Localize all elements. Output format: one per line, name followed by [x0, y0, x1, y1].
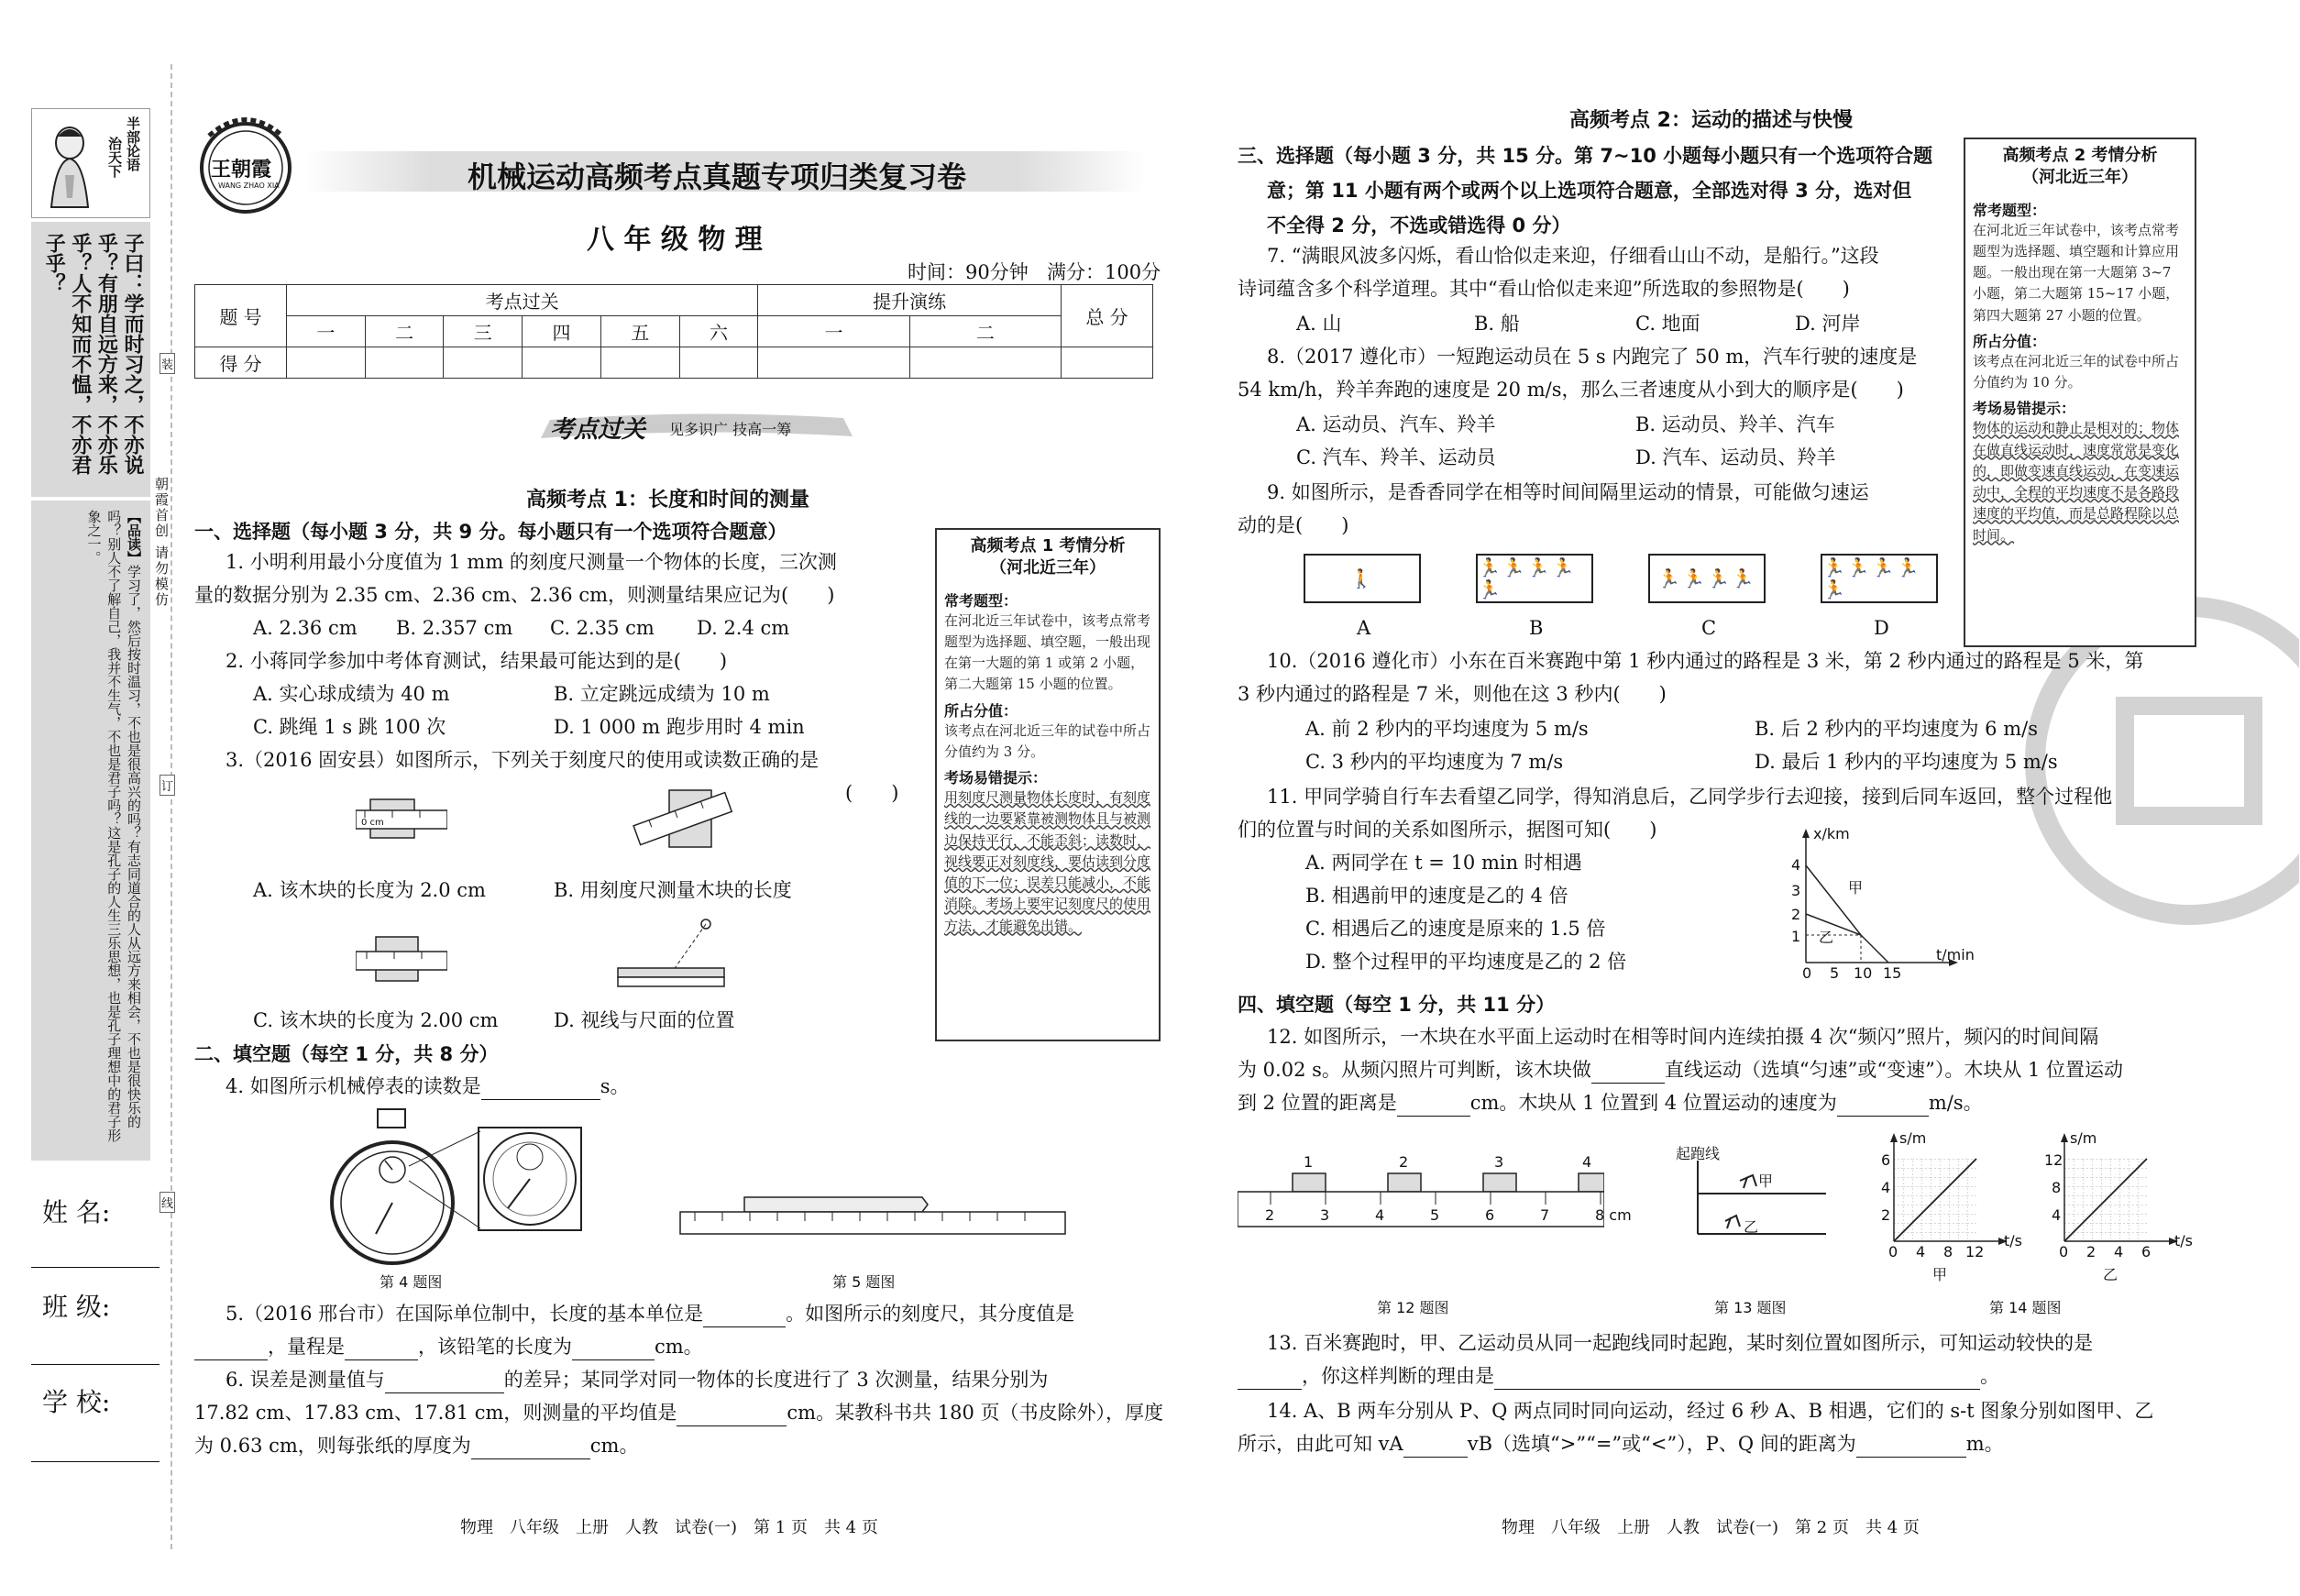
q11-opt-c[interactable]: C. 相遇后乙的速度是原来的 1.5 倍	[1305, 918, 1606, 940]
q5-text-b: 。如图所示的刻度尺，其分度值是	[786, 1303, 1075, 1325]
section-1-heading: 一、选择题（每小题 3 分，共 9 分。每小题只有一个选项符合题意）	[194, 521, 787, 543]
q11-xtick-0: 0	[1802, 964, 1812, 982]
th-tsyl: 提升演练	[758, 285, 1062, 316]
exam-full-score: 满分：100分	[1047, 261, 1161, 283]
q5-blank-2[interactable]	[194, 1340, 268, 1360]
q3a-ruler-label: 0 cm	[361, 818, 384, 828]
q4-text: 4. 如图所示机械停表的读数是	[226, 1075, 481, 1097]
fig4-caption: 第 4 题图	[380, 1273, 443, 1291]
box1-title: 高频考点 1 考情分析 （河北近三年）	[970, 536, 1126, 578]
box2-t1: 在河北近三年试卷中，该考点常考题型为选择题、填空题和计算应用题。一般出现在第一大题第 3~7 小题，第二大题第 15~17 小题，第四大题第 27 小题的位置。	[1973, 221, 2180, 324]
fig13-caption: 第 13 题图	[1714, 1299, 1787, 1316]
q5-text-d: ，该铅笔的长度为	[418, 1336, 572, 1358]
th-kdgg: 考点过关	[287, 285, 758, 316]
q14b-name: 乙	[2103, 1266, 2118, 1283]
q11-ytick-1: 1	[1791, 928, 1801, 945]
q3-opt-d[interactable]: D. 视线与尺面的位置	[554, 1009, 735, 1031]
topic-1-heading: 高频考点 1：长度和时间的测量	[526, 489, 809, 512]
fig14-caption: 第 14 题图	[1989, 1299, 2062, 1316]
q14b-xlabel: t/s	[2174, 1232, 2193, 1249]
q13-start-line: 起跑线	[1676, 1145, 1721, 1162]
box1-t1: 在河北近三年试卷中，该考点常考题型为选择题、填空题，一般出现在第一大题的第 1 或第 2 小题，第二大题第 15 小题的位置。	[944, 611, 1151, 693]
q7-opt-a[interactable]: A. 山	[1296, 313, 1342, 335]
th-col: 二	[365, 316, 444, 347]
q14a-xtick-8: 8	[1943, 1243, 1953, 1260]
pindu-block	[83, 510, 143, 1151]
q12-text-c: 直线运动（选填“匀速”或“变速”）。木块从 1 位置运动	[1664, 1059, 2124, 1081]
school-field[interactable]	[31, 1461, 160, 1462]
q12-text-e: cm。木块从 1 位置到 4 位置运动的速度为	[1469, 1092, 1837, 1114]
q11-ytick-4: 4	[1791, 856, 1801, 874]
q6-text-c: 17.82 cm、17.83 cm、17.81 cm，则测量的平均值是	[194, 1402, 677, 1424]
th-total: 总 分	[1062, 285, 1153, 347]
box1-t2: 该考点在河北近三年的试卷中所占分值约为 3 分。	[944, 721, 1151, 760]
score-table	[194, 284, 1153, 379]
q12-line3	[1238, 1089, 1983, 1117]
badge-line-2: 治天下	[106, 137, 123, 178]
box2-h2: 所占分值：	[1973, 332, 2047, 350]
q14a-name: 甲	[1932, 1266, 1948, 1283]
badge-line-1: 半部论语	[125, 116, 141, 171]
brand-logo-text: 王朝霞	[211, 158, 272, 182]
q9-line2: 动的是( )	[1238, 514, 1349, 536]
score-cell[interactable]	[523, 347, 601, 379]
q14a-xtick-12: 12	[1965, 1243, 1985, 1260]
q9-label-a: A	[1357, 617, 1371, 639]
margin-mark-1: 装	[160, 353, 175, 374]
q2-opt-a[interactable]: A. 实心球成绩为 40 m	[253, 683, 450, 705]
th-col: 三	[444, 316, 523, 347]
sidebar-quote: 子曰：学而时习之，不亦说乎？有朋自远方来，不亦乐乎？人不知而不愠，不亦君子乎？	[42, 233, 144, 475]
q14a-ylabel: s/m	[1899, 1129, 1927, 1147]
q14b-ytick-12: 12	[2044, 1151, 2063, 1169]
q7-line1: 7. “满眼风波多闪烁，看山恰似走来迎，仔细看山山不动，是船行。”这段	[1267, 245, 1879, 267]
q12-blank-3[interactable]	[1837, 1096, 1929, 1117]
score-cell[interactable]	[600, 347, 679, 379]
q5-line2	[194, 1333, 703, 1360]
class-label: 班 级:	[42, 1292, 111, 1322]
q12-line2	[1238, 1056, 2123, 1084]
q12-block-4: 4	[1582, 1153, 1592, 1171]
q12-mark-2: 2	[1265, 1206, 1275, 1224]
q5-blank-1[interactable]	[703, 1307, 786, 1327]
fig5-caption: 第 5 题图	[832, 1273, 896, 1291]
q12-mark-8cm: 8 cm	[1595, 1206, 1632, 1224]
q10-opt-c[interactable]: C. 3 秒内的平均速度为 7 m/s	[1305, 751, 1564, 773]
q5-text-c: ，量程是	[268, 1336, 345, 1358]
box2-t2: 该考点在河北近三年的试卷中所占分值约为 10 分。	[1973, 352, 2180, 391]
q9-figure-a[interactable]: 🚶	[1304, 554, 1421, 603]
q1-opt-c[interactable]: C. 2.35 cm	[550, 617, 655, 639]
q5-text-a: 5.（2016 邢台市）在国际单位制中，长度的基本单位是	[226, 1303, 704, 1325]
q13-blank-2[interactable]	[1494, 1370, 1980, 1390]
q13-figure	[1670, 1142, 1826, 1243]
q12-line1: 12. 如图所示，一木块在水平面上运动时在相等时间内连续拍摄 4 次“频闪”照片，频闪的时间间隔	[1267, 1026, 2099, 1048]
q12-ruler-figure	[1238, 1153, 1604, 1236]
q13-text-c: 。	[1980, 1365, 1999, 1387]
q10-opt-a[interactable]: A. 前 2 秒内的平均速度为 5 m/s	[1305, 718, 1589, 740]
q14a-xtick-4: 4	[1916, 1243, 1926, 1260]
q11-ylabel: x/km	[1813, 825, 1850, 842]
q13-runner-jia: 甲	[1758, 1172, 1774, 1190]
q12-text-b: 为 0.02 s。从频闪照片可判断，该木块做	[1238, 1059, 1591, 1081]
q8-opt-d[interactable]: D. 汽车、运动员、羚羊	[1635, 446, 1836, 468]
margin-mark-2: 订	[160, 775, 175, 796]
q9-figure-c[interactable]: 🏃🏃🏃🏃	[1648, 554, 1766, 603]
q6-text-b: 的差异；某同学对同一物体的长度进行了 3 次测量，结果分别为	[503, 1369, 1049, 1391]
q8-opt-a[interactable]: A. 运动员、汽车、羚羊	[1296, 413, 1496, 435]
section-banner	[532, 409, 862, 444]
q5-blank-3[interactable]	[345, 1340, 418, 1360]
footer-page-2: 物理 八年级 上册 人教 试卷(一) 第 2 页 共 4 页	[1502, 1518, 1920, 1537]
th-col: 六	[679, 316, 758, 347]
q14-text-c: vB（选填“>”“=”或“<”），P、Q 间的距离为	[1467, 1433, 1856, 1455]
ruler-pencil-figure	[677, 1194, 1071, 1238]
score-cell[interactable]	[287, 347, 366, 379]
q3-opt-b[interactable]: B. 用刻度尺测量木块的长度	[554, 879, 792, 901]
q9-label-b: B	[1529, 617, 1544, 639]
th-col: 五	[600, 316, 679, 347]
name-field[interactable]	[31, 1267, 160, 1268]
box1-h3: 考场易错提示：	[944, 769, 1048, 787]
q14-text-b: 所示，由此可知 vA	[1238, 1433, 1403, 1455]
q3-figure-a	[356, 796, 447, 843]
q8-opt-c[interactable]: C. 汽车、羚羊、运动员	[1296, 446, 1496, 468]
q14-graph-jia	[1866, 1129, 2022, 1283]
q9-label-c: C	[1701, 617, 1717, 639]
q3-stem: 3.（2016 固安县）如图所示，下列关于刻度尺的使用或读数正确的是	[226, 749, 820, 771]
q8-line1: 8.（2017 遵化市）一短跑运动员在 5 s 内跑完了 50 m，汽车行驶的速度是	[1267, 346, 1918, 368]
q14-blank-2[interactable]	[1856, 1437, 1966, 1458]
box2-t3: 物体的运动和静止是相对的；物体在做直线运动时，速度常常是变化的，即做变速直线运动，在变速运动中，全程的平均速度不是各路段速度的平均值，而是总路程除以总时间。	[1973, 420, 2180, 544]
q13-runner-yi: 乙	[1744, 1218, 1759, 1236]
box2-h3: 考场易错提示：	[1973, 400, 2076, 418]
exam-subtitle: 八 年 级 物 理	[587, 224, 763, 256]
score-cell[interactable]	[444, 347, 523, 379]
q10-line2: 3 秒内通过的路程是 7 米，则他在这 3 秒内( )	[1238, 683, 1667, 705]
q2-opt-d[interactable]: D. 1 000 m 跑步用时 4 min	[554, 716, 805, 738]
q7-opt-c[interactable]: C. 地面	[1635, 313, 1700, 335]
q12-mark-7: 7	[1540, 1206, 1550, 1224]
q11-xlabel: t/min	[1936, 946, 1975, 963]
q14a-xlabel: t/s	[2004, 1232, 2022, 1249]
section-3-heading-l1: 三、选择题（每小题 3 分，共 15 分。第 7~10 小题每小题只有一个选项符合题	[1238, 145, 1933, 167]
q6-line2	[194, 1399, 1163, 1426]
q14-graph-yi	[2037, 1129, 2193, 1283]
q11-opt-a[interactable]: A. 两同学在 t = 10 min 时相遇	[1305, 852, 1582, 874]
q14b-ytick-8: 8	[2052, 1179, 2062, 1196]
sage-figure	[38, 120, 102, 212]
q5-text-e: cm。	[655, 1336, 703, 1358]
q7-opt-b[interactable]: B. 船	[1474, 313, 1520, 335]
q3-figure-b	[633, 787, 733, 853]
q4-unit: s。	[600, 1075, 630, 1097]
q11-ytick-2: 2	[1791, 906, 1801, 923]
q9-label-d: D	[1874, 617, 1889, 639]
q12-block-1: 1	[1304, 1153, 1314, 1171]
q12-text-d: 到 2 位置的距离是	[1238, 1092, 1397, 1114]
q11-ytick-3: 3	[1791, 882, 1801, 899]
th-col: 四	[523, 316, 601, 347]
th-col: 一	[287, 316, 366, 347]
q12-block-3: 3	[1494, 1153, 1504, 1171]
box1-h1: 常考题型：	[944, 591, 1018, 610]
q1-opt-b[interactable]: B. 2.357 cm	[396, 617, 513, 639]
q10-opt-b[interactable]: B. 后 2 秒内的平均速度为 6 m/s	[1755, 718, 2038, 740]
q13-line1: 13. 百米赛跑时，甲、乙运动员从同一起跑线同时起跑，某时刻位置如图所示，可知运动较快的是	[1267, 1332, 2094, 1354]
section-3-heading-l3: 不全得 2 分，不选或错选得 0 分）	[1267, 215, 1571, 237]
section-4-heading: 四、填空题（每空 1 分，共 11 分）	[1238, 994, 1556, 1016]
q8-opt-b[interactable]: B. 运动员、羚羊、汽车	[1635, 413, 1835, 435]
q9-figure-b[interactable]: 🏃🏃🏃🏃🏃	[1476, 554, 1593, 603]
q12-mark-5: 5	[1430, 1206, 1440, 1224]
q13-line2	[1238, 1362, 1999, 1390]
q6-blank-2[interactable]	[677, 1406, 787, 1426]
q6-text-f: cm。	[589, 1435, 639, 1457]
q4-stem	[226, 1073, 630, 1100]
q6-line1	[226, 1366, 1048, 1393]
q1-line1: 1. 小明利用最小分度值为 1 mm 的刻度尺测量一个物体的长度，三次测	[226, 551, 837, 573]
q14a-ytick-6: 6	[1881, 1151, 1891, 1169]
q11-graph	[1778, 825, 1998, 981]
q11-line1: 11. 甲同学骑自行车去看望乙同学，得知消息后，乙同学步行去迎接，接到后同车返回，整个过程他	[1267, 786, 2113, 808]
q2-stem: 2. 小蒋同学参加中考体育测试，结果最可能达到的是( )	[226, 650, 728, 672]
class-field[interactable]	[31, 1364, 160, 1365]
q6-blank-3[interactable]	[471, 1439, 590, 1459]
q3-opt-a[interactable]: A. 该木块的长度为 2.0 cm	[253, 879, 486, 901]
topic-2-heading: 高频考点 2：运动的描述与快慢	[1569, 109, 1853, 132]
q13-text-b: ，你这样判断的理由是	[1302, 1365, 1494, 1387]
q6-line3	[194, 1432, 638, 1459]
brand-logo	[191, 108, 301, 218]
copyright-note: 朝霞首创 请勿模仿	[153, 477, 170, 608]
sidebar-quote-panel	[31, 222, 150, 497]
q3-figure-d	[616, 913, 744, 990]
q11-line-jia: 甲	[1848, 879, 1864, 897]
q12-mark-3: 3	[1320, 1206, 1330, 1224]
brand-logo-sub: WANG ZHAO XIA	[218, 182, 280, 190]
q14b-xtick-0: 0	[2059, 1243, 2069, 1260]
q3-figure-c	[356, 933, 447, 986]
q14-text-d: m。	[1965, 1433, 2004, 1455]
q14a-xtick-0: 0	[1888, 1243, 1898, 1260]
score-row-label: 得 分	[195, 347, 287, 379]
analysis-box-2	[1964, 138, 2196, 647]
q4-answer-blank[interactable]	[481, 1080, 600, 1100]
pindu-label: 【品读】	[126, 510, 142, 565]
page-fold-line	[171, 64, 172, 1549]
sidebar-badge	[31, 108, 150, 218]
q5-line1	[226, 1300, 1074, 1327]
q13-blank-1[interactable]	[1238, 1370, 1302, 1390]
q9-figure-d[interactable]: 🏃🏃🏃🏃🏃	[1821, 554, 1938, 603]
q12-blank-2[interactable]	[1397, 1096, 1470, 1117]
th-col: 一	[758, 316, 909, 347]
banner-title: 考点过关	[550, 416, 646, 444]
fig12-caption: 第 12 题图	[1377, 1299, 1449, 1316]
box2-title: 高频考点 2 考情分析 （河北近三年）	[2002, 146, 2158, 188]
score-cell[interactable]	[909, 347, 1061, 379]
q3-opt-c[interactable]: C. 该木块的长度为 2.00 cm	[253, 1009, 499, 1031]
footer-page-1: 物理 八年级 上册 人教 试卷(一) 第 1 页 共 4 页	[460, 1518, 878, 1537]
q6-text-a: 6. 误差是测量值与	[226, 1369, 385, 1391]
q14b-xtick-6: 6	[2141, 1243, 2151, 1260]
analysis-box-1	[935, 528, 1161, 1041]
q12-text-f: m/s。	[1928, 1092, 1983, 1114]
name-label: 姓 名:	[42, 1197, 111, 1227]
q1-opt-d[interactable]: D. 2.4 cm	[697, 617, 790, 639]
sidebar-pindu-panel	[31, 501, 150, 1161]
q11-opt-d[interactable]: D. 整个过程甲的平均速度是乙的 2 倍	[1305, 951, 1627, 973]
th-col: 二	[909, 316, 1061, 347]
q14a-ytick-4: 4	[1881, 1179, 1891, 1196]
q12-mark-6: 6	[1485, 1206, 1495, 1224]
section-3-heading-l2: 意；第 11 小题有两个或两个以上选项符合题意，全部选对得 3 分，选对但	[1267, 180, 1912, 202]
margin-mark-3: 线	[160, 1192, 175, 1213]
q9-line1: 9. 如图所示，是香香同学在相等时间间隔里运动的情景，可能做匀速运	[1267, 481, 1869, 503]
th-question-no: 题 号	[195, 285, 287, 347]
stopwatch-figure	[330, 1106, 596, 1271]
q1-line2: 量的数据分别为 2.35 cm、2.36 cm、2.36 cm，则测量结果应记为( )	[194, 584, 835, 606]
q2-opt-b[interactable]: B. 立定跳远成绩为 10 m	[554, 683, 770, 705]
box2-h1: 常考题型：	[1973, 201, 2047, 219]
section-2-heading: 二、填空题（每空 1 分，共 8 分）	[194, 1043, 499, 1065]
q12-block-2: 2	[1399, 1153, 1409, 1171]
score-cell[interactable]	[758, 347, 909, 379]
q6-text-d: cm。某教科书共 180 页（书皮除外），厚度	[787, 1402, 1164, 1424]
q6-text-e: 为 0.63 cm，则每张纸的厚度为	[194, 1435, 471, 1457]
q14b-xtick-4: 4	[2114, 1243, 2124, 1260]
q12-blank-1[interactable]	[1591, 1063, 1665, 1084]
q2-opt-c[interactable]: C. 跳绳 1 s 跳 100 次	[253, 716, 446, 738]
q12-mark-4: 4	[1375, 1206, 1385, 1224]
score-cell[interactable]	[365, 347, 444, 379]
box1-h2: 所占分值：	[944, 701, 1018, 720]
q11-opt-b[interactable]: B. 相遇前甲的速度是乙的 4 倍	[1305, 885, 1568, 907]
q11-xtick-10: 10	[1854, 964, 1873, 982]
banner-slogan: 见多识广 技高一筹	[669, 421, 792, 438]
q8-line2: 54 km/h，羚羊奔跑的速度是 20 m/s，那么三者速度从小到大的顺序是( )	[1238, 379, 1904, 401]
q14b-xtick-2: 2	[2086, 1243, 2096, 1260]
q14-line1: 14. A、B 两车分别从 P、Q 两点同时同向运动，经过 6 秒 A、B 相遇，它们的 s-t 图象分别如图甲、乙	[1267, 1400, 2154, 1422]
q14a-ytick-2: 2	[1881, 1206, 1891, 1224]
q6-blank-1[interactable]	[385, 1373, 504, 1393]
q1-opt-a[interactable]: A. 2.36 cm	[253, 617, 358, 639]
q10-line1: 10.（2016 遵化市）小东在百米赛跑中第 1 秒内通过的路程是 3 米，第 2 秒内通过的路程是 5 米，第	[1267, 650, 2144, 672]
q14b-ylabel: s/m	[2070, 1129, 2097, 1147]
exam-time: 时间：90分钟	[908, 261, 1029, 283]
q11-xtick-5: 5	[1830, 964, 1840, 982]
q11-line2: 们的位置与时间的关系如图所示，据图可知( )	[1238, 819, 1657, 841]
q7-opt-d[interactable]: D. 河岸	[1795, 313, 1861, 335]
q7-line2: 诗词蕴含多个科学道理。其中“看山恰似走来迎”所选取的参照物是( )	[1238, 278, 1850, 300]
school-label: 学 校:	[42, 1387, 111, 1417]
q3-paren: ( )	[845, 782, 899, 804]
pindu-text: 学习了，然后按时温习，不也是很高兴的吗？有志同道合的人从远方来相会，不也是很快乐的吗？别人不了解自己，我并不生气，不也是君子吗？这是孔子的人生三乐思想，也是孔子理想中的君子形象之一。	[85, 510, 142, 1142]
q14-blank-1[interactable]	[1403, 1437, 1468, 1458]
q10-opt-d[interactable]: D. 最后 1 秒内的平均速度为 5 m/s	[1755, 751, 2058, 773]
box1-t3: 用刻度尺测量物体长度时，有刻度线的一边要紧靠被测物体且与被测边保持平行，不能歪斜；读数时，视线要正对刻度线，要估读到分度值的下一位；误差只能减小，不能消除。考场上要牢记刻度尺的使用方法，才能避免出错。	[944, 789, 1151, 934]
q14b-ytick-4: 4	[2052, 1206, 2062, 1224]
q11-xtick-15: 15	[1883, 964, 1902, 982]
exam-title: 机械运动高频考点真题专项归类复习卷	[468, 160, 967, 194]
score-cell[interactable]	[679, 347, 758, 379]
q5-blank-4[interactable]	[572, 1340, 655, 1360]
score-cell[interactable]	[1062, 347, 1153, 379]
q11-line-yi: 乙	[1819, 929, 1834, 946]
q14-line2	[1238, 1430, 2004, 1458]
